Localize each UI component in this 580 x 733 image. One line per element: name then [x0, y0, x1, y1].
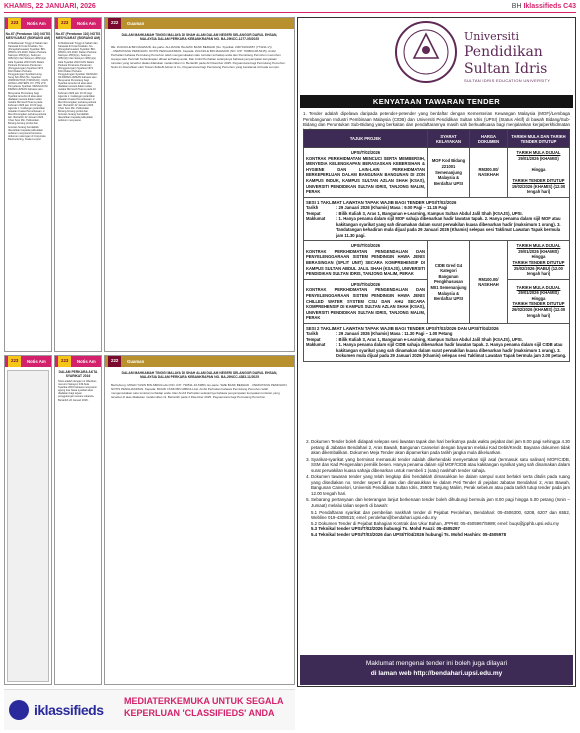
category-code: 223: [8, 18, 21, 29]
tender-price: RM300.00/ NASKHAH: [470, 148, 508, 198]
tender-code: UPSI/T/03/2026: [350, 243, 381, 249]
tender-dates: [508, 241, 570, 280]
contact-3: 5.3 Teknikal tender UPSI/T/02/2026 hubungi Ts. Mohd Fauzi: 05-4505297: [311, 526, 460, 532]
col-header-qualification: SYARAT KELAYAKAN: [428, 130, 470, 148]
tender-qualification: MOF Kod Bidang 221001 Semenanjung Malaysia & Berdaftar UPSI: [428, 148, 470, 198]
notice-body: RE: ZULKIFLE BIN MAHMUD. Ex-parte: ALLIANCE ISLAMIC BANK BERHAD (No. Syarikat: 200701001957 (773211-V)) ...PEMIUTANG PEMOHON. NOTIS PENGHAKIMAN. Kepada: ZULKIFLE BIN MAHMUD (NO. K/P: 760803-08-5415). Ambil Perhatian bahawa Pemiutang Pemohon telah mengemukakan satu tuntutan terhadap anda dan Pemiutang Pemohon memohon supaya satu Perintah Kebankrapan dibuat terhadap anda. Dan Ambil Perhatian selanjutnya bahawa penyampaian kenyataan tuntutan yang tersebut diatas dilakukan melalui iklan ini. Bertarikh pada 22 Disember 2025. Peguamcara bagi Pemiutang Pemohon. Notis Ini diserahkan oleh Tetuan Zulkefli Adnan & Co, Peguamcara bagi Pemiutang Pemohon yang beralamat di Kuala Lumpur.: [111, 45, 286, 70]
briefing-info-label: Maklumat: [306, 216, 326, 222]
briefing-place: : Bilik Kuliah 3, Aras 1, Bangunan e-Learning, Kampus Sultan Abdul Jalil Shah (KSAJS), UPSI.: [336, 210, 523, 216]
category-label: Notis Am: [27, 21, 46, 26]
sale-date: 29/01/2026 (KHAMIS): [518, 155, 559, 161]
notice-column-2: [54, 17, 102, 352]
category-label: Guaman: [127, 359, 145, 364]
contact-1: 5.1 Pendaftaran syarikat dan pembelian naskhah tender di Pejabat Perolehan, Bendahari: 05-4506300, 6208, 6207 dan 6552, Webline 019-4308615; emel: perolehan@bendahari.upsi.edu.my: [311, 509, 570, 521]
university-tagline: SULTAN IDRIS EDUCATION UNIVERSITY: [464, 78, 551, 83]
category-code: 223: [58, 18, 71, 29]
briefing-row: [304, 197, 570, 241]
sale-date: 29/01/2026 (KHAMIS): [518, 290, 559, 296]
section-title: [512, 3, 576, 10]
category-code: 222: [108, 18, 121, 29]
tender-dates: [508, 148, 570, 198]
col-header-title: TAJUK PROJEK: [304, 130, 428, 148]
briefing-info-label: Maklumat: [306, 342, 326, 348]
notice-placeholder: [7, 370, 49, 682]
tender-table: [303, 129, 570, 362]
tender-footer: [300, 655, 573, 685]
note-2: 2. Dokumen Tender boleh didapati selepas sesi lawatan tapak dan hari berikutnya pada waktu pejabat dari jam 8.00 pagi sehingga 4.30 petang di Jabatan Bendahari 2, Aras Bawah, Bangunan Canselori dengan bayaran melalui Kad Debit/Kredit. Bayaran dokumen tidak akan dikembalikan. Dokumen Meja Tender akan dipamerkan pada tarikh jangka mula dikeluarkan.: [311, 439, 570, 456]
category-code: 222: [108, 356, 121, 367]
category-band: [5, 18, 51, 29]
category-label: Notis Am: [27, 359, 46, 364]
briefing-date: : 29 Januari 2026 (Khamis) Masa : 11.30 Pagi – 1.00 Petang: [336, 331, 453, 337]
footer-line-1: Maklumat mengenai tender ini boleh juga dilayari: [365, 660, 508, 667]
briefing-date-label: Tarikh: [306, 331, 319, 337]
briefing-place: : Bilik Kuliah 3, Aras 1, Bangunan e-Learning, Kampus Sultan Abdul Jalil Shah (KSAJS), UPSI.: [336, 336, 523, 342]
tender-title: KONTRAK PERKHIDMATAN PENGENDALIAN DAN PENYELENGGARAAN SISTEM PENDINGIN HAWA JENIS CHILLED WATER SYSTEM CSU DAN AHU SECARA KOMPREHENSIF DI KAMPUS SULTAN AZLAN SHAH (KSAS), UNIVERSITI PENDIDIKAN SULTAN IDRIS, TANJONG MALIM, PERAK: [306, 287, 425, 321]
category-band: [105, 18, 294, 29]
briefing-place-label: Tempat: [306, 210, 321, 216]
brand-logo-icon: [9, 700, 29, 720]
until-label: Hingga: [531, 166, 546, 172]
paper-name: BH: [511, 3, 522, 10]
university-logo: [390, 20, 570, 84]
close-date: 25/02/2026 (RABU) (12.00 tengah hari): [514, 265, 563, 277]
contact-2: 5.2 Dokumen Tender di Pejabat Bahagian Kontrak dan Ukur Bahan, JPPHB: 05-4505967/5989; emel: buqs@jpphb.upsi.edu.my: [311, 520, 559, 526]
tender-title: KONTRAK PERKHIDMATAN MENCUCI SERTA MEMBERSIH, MENYEDIA KELENGKAPAN BERASASKAN KEBERSIHAN & HYGIENE DAN LAIN-LAIN PERKHIDMATAN BERKEPERLUAN DALAM BANGUNAN BANGUNAN DI ZON KAMPUS INDUK, KAMPUS SULTAN AZLAN SHAH (KSAS), UNIVERSITI PENDIDIKAN SULTAN IDRIS, TANJONG MALIM, PERAK: [306, 155, 425, 195]
tender-heading: KENYATAAN TAWARAN TENDER: [300, 95, 573, 108]
slogan-line-2: KEPERLUAN 'CLASSIFIEDS' ANDA: [124, 708, 275, 718]
notice-body: Berhubung: MOHD YASIN BIN ABDULLAH (NO. K/P: 790511-10-5389). Ex-parte: SME BANK BERHAD ...PEMIUTANG PEMOHON. NOTIS PENGHAKIMAN. Kepada: MOHD YASIN BIN ABDULLAH. Ambil Perhatian bahawa Pemiutang Pemohon telah mengemukakan satu tuntutan terhadap anda. Dan Ambil Perhatian selanjutnya bahawa penyampaian kenyataan tuntutan yang tersebut di atas dilakukan melalui iklan ini. Bertarikh pada 4 Disember 2025. Peguamcara bagi Pemiutang Pemohon.: [111, 383, 288, 400]
university-name-3: Sultan Idris: [464, 61, 548, 77]
notice-body: Di Mahkamah Tinggi di Sabah dan Sarawak di Kota Kinabalu. No. (Pengubahsuaian) Syarikat: BKI-28NCC-3/3-2020. Dalam Perkara Seksyen 465(1)(e), Seksyen 465(1)(h) dan Seksyen 466(1)(a) Akta Syarikat 2016 DAN Dalam Perkara Peraturan-Peraturan (Penggulungan) Syarikat 1972 DAN Dalam Perkara Penggulungan Syarikat. DENGAN INI DIMAKLUMKAN bahawa satu Mesyuarat Pemiutang bagi Syarikat tersebut di atas akan diadakan secara dalam talian melalui Microsoft Teams pada 10 Februari 2026 jam 10.30 pagi. Agenda 1. Cadangan pelantikan Jawatan Kuasa Pemeriksaan. 2. Membincangkan perkara-perkara lain. Bertarikh 22 Januari 2026. Chan Sow Min, Pelikuidasi. Borang-borang proksi dan tuntutan hutang hendaklah diserahkan kepada pelikuidasi sebelum mesyuarat.: [58, 42, 98, 123]
close-date-label: TARIKH TENDER DITUTUP: [512, 301, 565, 307]
category-code: 223: [8, 356, 21, 367]
table-header-row: [304, 130, 570, 148]
sale-date: 29/01/2026 (KHAMIS): [518, 248, 559, 254]
page-header: [4, 3, 576, 13]
slogan-line-1: MEDIATERKEMUKA UNTUK SEGALA: [124, 696, 284, 706]
briefing-row: [304, 323, 570, 361]
close-date: 19/02/2026 (KHAMIS) (12.00 tengah hari): [511, 183, 566, 195]
tender-code: UPSI/T/02/2026: [350, 150, 381, 155]
category-band: [55, 356, 101, 367]
category-label: Guaman: [127, 21, 145, 26]
tender-notes: [303, 439, 570, 537]
tender-dates: [508, 279, 570, 323]
university-name-2: Pendidikan: [464, 44, 543, 60]
category-label: Notis Am: [77, 359, 96, 364]
close-date-label: TARIKH TENDER DITUTUP: [512, 260, 565, 266]
briefing-title: SESI 2 TAKLIMAT LAWATAN TAPAK WAJIB BAGI TENDER UPSI/T/03/2026 DAN UPSI/T/04/2026: [306, 325, 499, 331]
tender-code: UPSI/T/04/2026: [350, 281, 381, 287]
note-4: 4. Dokumen tawaran tender yang telah lengkap diisi hendaklah dimasukkan ke dalam sampul surat berlakri serta ditulis pada ruang yang disediakan no. tender seperti di atas dan dimasukkan ke dalam Peti Tender di pejabat Jabatan Bendahari 2, Aras Bawah, Bangunan Canselori, Universiti Pendidikan Sultan Idris, 35900 Tanjung Malim, Perak sebelum atau pada tarikh tutup tender pada jam 12.00 tengah hari.: [311, 474, 570, 496]
close-date-label: TARIKH TENDER DITUTUP: [512, 177, 565, 183]
until-label: Hingga: [531, 254, 546, 260]
category-code: 223: [58, 356, 71, 367]
sale-date-label: TARIKH MULA DIJUAL: [516, 284, 561, 290]
section-brand: Iklassifieds C43: [523, 3, 576, 10]
col-header-dates: TARIKH MULA DAN TARIKH TENDER DITUTUP: [508, 130, 570, 148]
sale-date-label: TARIKH MULA DIJUAL: [516, 150, 561, 155]
tender-price: RM100.00/ NASKHAH: [470, 241, 508, 324]
briefing-place-label: Tempat: [306, 336, 321, 342]
tender-title: KONTRAK PERKHIDMATAN PENGENDALIAN DAN PENYELENGGARAAN SISTEM PENDINGIN HAWA JENIS BERASINGAN (SPLIT UNIT) SECARA KOMPREHENSIF DI KAMPUS SULTAN ABDUL JALIL SHAH (KSAJS), UNIVERSITI PENDIDIKAN SULTAN IDRIS, TANJONG MALIM, PERAK: [306, 248, 425, 277]
close-date: 26/02/2026 (KHAMIS) (12.00 tengah hari): [511, 306, 566, 318]
university-name-1: Universiti: [464, 30, 519, 43]
tender-intro: 1. Tender adalah dipelawa daripada petender-petender yang berdaftar dengan Kementerian Kewangan Malaysia (MOF)/Lembaga Pembangunan Industri Pembinaan Malaysia (CIDB) dan Universiti Pendidikan Sultan Idris (UPSI) (Status Aktif) di bawah Bidang/Sub-Bidang dan Peruntukan Sub-Bidang yang berkaitan dan pendaftarannya masih sah berkuatkuasa bagi menjalankan kerja/perkhidmatan: [303, 111, 570, 128]
notice-column-4: [54, 355, 102, 685]
notice-title: DALAM MAHKAMAH TINGGI MALAYA DI SHAH ALAM DALAM NEGERI SELANGOR DARUL EHSAN, MALAYSIA DALAM PERKARA KEBANKRAPAN NO. BA-29NCC-4383-11/2025: [121, 371, 278, 379]
notice-column-1: [4, 17, 52, 352]
table-row: [304, 241, 570, 280]
notice-body: Di Mahkamah Tinggi di Sabah dan Sarawak di Kota Kinabalu. No. (Pengubahsuaian) Syarikat: BKI-28NCC-3/3-2020. Dalam Perkara Seksyen 465(1)(e), Seksyen 465(1)(h) dan Seksyen 466(1)(a) Akta Syarikat 2016 DAN Dalam Perkara Peraturan-Peraturan (Penggulungan) Syarikat 1972 DAN Dalam Perkara Penggulungan Syarikat Hong Seng Sdn Bhd (No. Syarikat: 200601027916 (732616-D)). CHIN HONG LAWYERS CO. PTE LTD Penyelaras Syarikat. DENGAN INI DIMAKLUMKAN bahawa satu Mesyuarat Pemiutang bagi Syarikat tersebut di atas akan diadakan secara dalam talian melalui Microsoft Teams pada Februari 2026 jam 10.00 pagi. Agenda 1. Cadangan pelantikan Jawatan Kuasa Pemeriksaan. 2. Membincangkan perkara-perkara lain. Bertarikh 22 Januari 2026. Chan Sow Min, Pelikuidasi. Borang-borang proksi dan tuntutan hutang hendaklah diserahkan kepada pelikuidasi sebelum mesyuarat bersama dokumen sokongan di Corporate Restructuring, Kuala Lumpur.: [8, 42, 48, 141]
iklassifieds-banner: [4, 689, 295, 730]
col-header-price: HARGA DOKUMEN: [470, 130, 508, 148]
brand-name: iklassifieds: [34, 702, 104, 718]
briefing-info: : 1. Hanya penama dalam sijil CIDB sahaja dibenarkan hadir lawatan tapak. 2. Hanya penama dalam sijil CIDB atau kakitangan syarikat yang sah dinamakan dalam surat perwakilan kuasa dibenarkan hadir (maksimum 1 orang). 3. Dokumen mula dijual pada 29 Januari 2026 (Khamis) selepas sesi Taklimat Lawatan Tapak bermula jam 2.00 petang.: [336, 342, 567, 359]
briefing-title: SESI 1 TAKLIMAT LAWATAN TAPAK WAJIB BAGI TENDER UPSI/T/02/2026: [306, 199, 457, 205]
notice-title: DALAM MAHKAMAH TINGGI MALAYA DI SHAH ALAM DALAM NEGERI SELANGOR DARUL EHSAN, MALAYSIA DALAM PERKARA KEBANKRAPAN NO. BA-29NCC-1277-05/2025: [121, 33, 278, 41]
notice-body: Notis adalah dengan ini diberikan menurut Seksyen 439 Akta Syarikat 2016 bahawa mesyuarat agung luar biasa syarikat akan diadakan bagi tujuan penggulungan secara sukarela. Bertarikh 22 Januari 2026.: [58, 380, 97, 402]
briefing-date: : 29 Januari 2026 (Khamis) Masa : 9.00 Pagi – 11.15 Pagi: [336, 205, 448, 211]
category-band: [5, 356, 51, 367]
until-label: Hingga: [531, 295, 546, 301]
issue-date: KHAMIS, 22 JANUARI, 2026: [4, 3, 96, 10]
note-3: 3. Syarikat-syarikat yang berminat memasuki tender adalah dikehendaki menyertakan sijil asal (termasuk satu salinan) MOF/CIDB, SSM dan Kad Pengenalan pemilik besen. Hanya penama dalam sijil MOF/CIDB atau kakitangan syarikat yang sah dinamakan dalam surat perwakilan kuasa sahaja dibenarkan untuk membeli 1 (satu) naskhah tender sahaja.: [311, 457, 570, 474]
sale-date-label: TARIKH MULA DIJUAL: [516, 243, 561, 249]
category-band: [105, 356, 294, 367]
notice-title: DALAM PERKARA AKTA SYARIKAT 2016: [58, 370, 98, 378]
briefing-date-label: Tarikh: [306, 205, 319, 211]
briefing-info: : 1. Hanya penama dalam sijil MOF sahaja dibenarkan hadir lawatan tapak. 2. Hanya penama dalam sijil MOF atau kakitangan syarikat yang sah dinamakan dalam surat perwakilan kuasa dibenarkan hadir (maksimum 1 orang). 3. Tandatangan kehadiran mula dijual pada 29 Januari 2026 (Khamis) selepas sesi Taklimat Lawatan Tapak bermula jam 11.30 pagi.: [336, 216, 561, 238]
court-notice-2: [104, 355, 295, 685]
notice-title: No.67 (Peraturan 110) NOTIS MESYUARAT (BORANG AM): [5, 32, 51, 40]
crest-icon: [394, 20, 458, 84]
note-5: 5. Sebarang pertanyaan dan keterangan lanjut berkenaan tender boleh dihubungi bermula jam 8.00 pagi hingga 5.00 petang (Isnin – Jumaat) melalui talian seperti di bawah:: [311, 497, 570, 508]
website-link[interactable]: di laman web http://bendahari.upsi.edu.my: [370, 670, 503, 677]
contact-4: 5.4 Teknikal tender UPSI/T/03/2026 dan UPSI/T/04/2026 hubungi Ts. Mohd Hashim: 05-4505978: [311, 531, 507, 537]
notice-title: No.67 (Peraturan 110) NOTIS MESYUARAT (BORANG AM): [55, 32, 101, 40]
category-label: Notis Am: [77, 21, 96, 26]
table-row: [304, 148, 570, 198]
notice-column-3: [4, 355, 52, 685]
court-notice-1: [104, 17, 295, 352]
tender-qualification: CIDB Gred G4 Kategori Bangunan Pengkhususan M01 Semenanjung Malaysia & Berdaftar UPSI: [428, 241, 470, 324]
category-band: [55, 18, 101, 29]
